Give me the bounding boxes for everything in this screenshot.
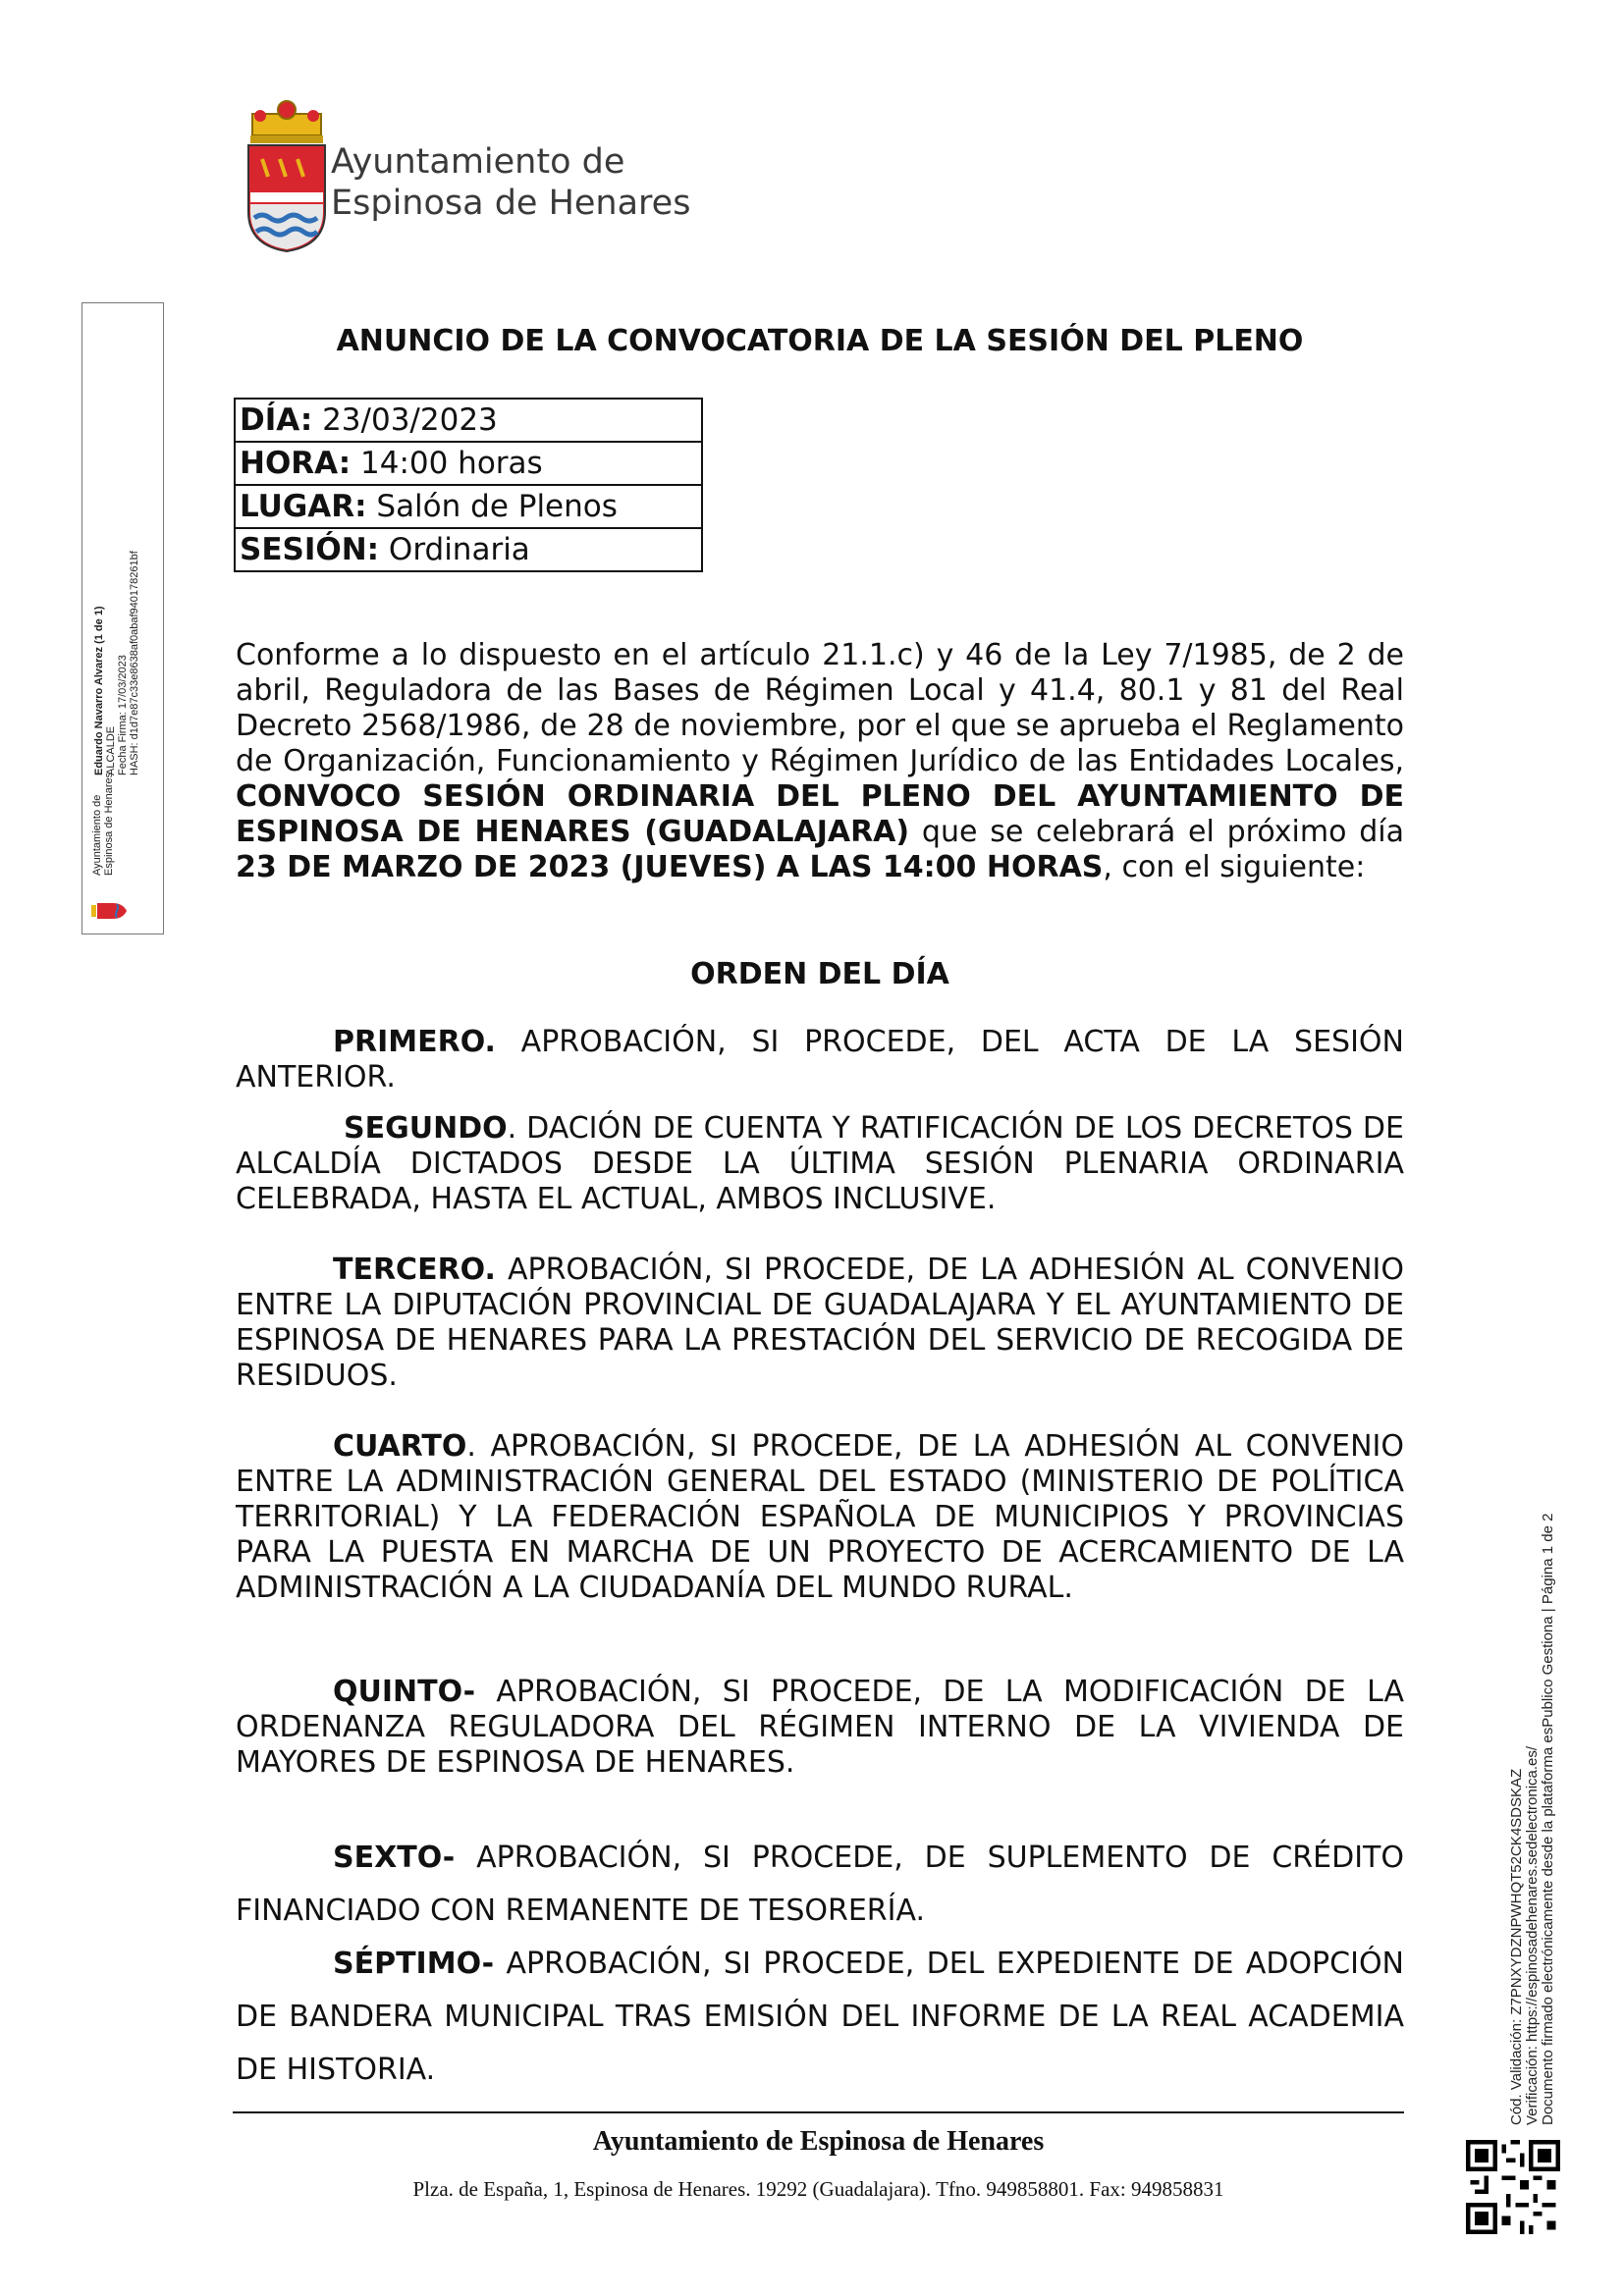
- stamp-institution-2: Espinosa de Henares: [103, 772, 115, 876]
- agenda-item-text: . APROBACIÓN, SI PROCEDE, DE LA ADHESIÓN AL CONVENIO ENTRE LA ADMINISTRACIÓN GENERAL DEL ESTADO (MINISTERIO DE POLÍTICA TERRITORIAL) Y LA FEDERACIÓN ESPAÑOLA DE MUNICIPIOS Y PROVINCIAS PARA LA PUESTA EN MARCHA DE UN PROYECTO DE ACERCAMIENTO DE LA ADMINISTRACIÓN A LA CIUDADANÍA DEL MUNDO RURAL.: [236, 1429, 1404, 1605]
- info-key: SESIÓN:: [240, 532, 380, 567]
- footer-address: Plza. de España, 1, Espinosa de Henares. 19292 (Guadalajara). Tfno. 949858801. Fax: 949858831: [412, 2177, 1224, 2201]
- stamp-institution-1: Ayuntamiento de: [91, 794, 103, 876]
- agenda-item-label: SEXTO-: [333, 1841, 456, 1875]
- intro-text: Conforme a lo dispuesto en el artículo 21.1.c) y 46 de la Ley 7/1985, de 2 de abril, Reguladora de las Bases de Régimen Local y 41.4, 80.1 y 81 del Real Decreto 2568/1986, de 28 de noviembre, por el que se aprueba el Reglamento de Organización, Funcionamiento y Régimen Jurídico de las Entidades Locales,: [236, 638, 1404, 778]
- agenda-item-label: PRIMERO.: [333, 1025, 496, 1059]
- footer-divider: [233, 2111, 1404, 2113]
- signer-role: ALCALDE: [105, 725, 117, 775]
- agenda-item-label: TERCERO.: [333, 1253, 496, 1287]
- info-row-time: [235, 442, 702, 485]
- info-key: LUGAR:: [240, 489, 367, 524]
- info-key: HORA:: [240, 446, 352, 481]
- footer-organization: Ayuntamiento de Espinosa de Henares: [592, 2126, 1045, 2157]
- info-key: DÍA:: [240, 402, 313, 438]
- agenda-item-6: [236, 1832, 1404, 1938]
- info-value: 23/03/2023: [312, 402, 498, 438]
- platform-note: Documento firmado electrónicamente desde la plataforma esPublico Gestiona | Página 1 de 2: [1540, 1513, 1556, 2125]
- agenda-item-4: [236, 1429, 1404, 1606]
- intro-text: , con el siguiente:: [1103, 850, 1366, 884]
- signature-date: Fecha Firma: 17/03/2023: [117, 655, 129, 775]
- intro-paragraph: [236, 638, 1404, 885]
- agenda-item-5: [236, 1675, 1404, 1781]
- intro-text: que se celebrará el próximo día: [909, 815, 1404, 849]
- validation-code: Cód. Validación: Z7PNXYDZNPWHQT52CK4SDSKAZ: [1508, 1768, 1525, 2125]
- municipal-logo: [241, 96, 702, 253]
- intro-convocation: CONVOCO SESIÓN ORDINARIA DEL PLENO DEL AYUNTAMIENTO DE ESPINOSA DE HENARES (GUADALAJARA): [236, 779, 1404, 849]
- agenda-title: ORDEN DEL DÍA: [690, 957, 949, 991]
- agenda-item-text: APROBACIÓN, SI PROCEDE, DE LA MODIFICACIÓN DE LA ORDENANZA REGULADORA DEL RÉGIMEN INTERNO DE LA VIVIENDA DE MAYORES DE ESPINOSA DE HENARES.: [236, 1675, 1404, 1780]
- intro-date-time: 23 DE MARZO DE 2023 (JUEVES) A LAS 14:00 HORAS: [236, 850, 1104, 884]
- info-value: Salón de Plenos: [366, 489, 618, 524]
- logo-text-line2: Espinosa de Henares: [331, 184, 691, 223]
- coat-of-arms-icon: [241, 96, 334, 253]
- agenda-item-text: APROBACIÓN, SI PROCEDE, DEL EXPEDIENTE DE ADOPCIÓN DE BANDERA MUNICIPAL TRAS EMISIÓN DEL INFORME DE LA REAL ACADEMIA DE HISTORIA.: [236, 1947, 1404, 2087]
- agenda-item-text: APROBACIÓN, SI PROCEDE, DE LA ADHESIÓN AL CONVENIO ENTRE LA DIPUTACIÓN PROVINCIAL DE GUADALAJARA Y EL AYUNTAMIENTO DE ESPINOSA DE HENARES PARA LA PRESTACIÓN DEL SERVICIO DE RECOGIDA DE RESIDUOS.: [236, 1253, 1404, 1393]
- signer-name: Eduardo Navarro Alvarez (1 de 1): [93, 606, 105, 775]
- agenda-item-text: . DACIÓN DE CUENTA Y RATIFICACIÓN DE LOS DECRETOS DE ALCALDÍA DICTADOS DESDE LA ÚLTIMA SESIÓN PLENARIA ORDINARIA CELEBRADA, HASTA EL ACTUAL, AMBOS INCLUSIVE.: [236, 1111, 1404, 1216]
- session-info-table: [234, 398, 703, 572]
- logo-text-line1: Ayuntamiento de: [331, 142, 625, 182]
- agenda-item-1: [236, 1025, 1404, 1095]
- agenda-item-label: SEGUNDO: [344, 1111, 508, 1146]
- info-row-day: [235, 399, 702, 442]
- agenda-item-label: SÉPTIMO-: [333, 1947, 495, 1981]
- signature-hash: HASH: d1d7e87c33e8638af0abaf940178261bf: [129, 551, 140, 775]
- verification-url[interactable]: Verificación: https://espinosadehenares.sedelectronica.es/: [1524, 1745, 1541, 2125]
- mini-coat-of-arms-icon: [89, 881, 129, 923]
- agenda-item-3: [236, 1253, 1404, 1394]
- info-value: 14:00 horas: [351, 446, 543, 481]
- agenda-item-text: APROBACIÓN, SI PROCEDE, DEL ACTA DE LA SESIÓN ANTERIOR.: [236, 1025, 1404, 1095]
- verification-text: [1509, 1438, 1556, 2125]
- agenda-item-2: [236, 1111, 1404, 1217]
- qr-code-icon: [1466, 2140, 1560, 2234]
- info-row-place: [235, 485, 702, 528]
- document-title: ANUNCIO DE LA CONVOCATORIA DE LA SESIÓN DEL PLENO: [336, 324, 1304, 358]
- agenda-item-label: CUARTO: [333, 1429, 467, 1464]
- info-row-session: [235, 528, 702, 571]
- info-value: Ordinaria: [379, 532, 530, 567]
- signature-stamp: [81, 302, 164, 934]
- agenda-item-7: [236, 1938, 1404, 2097]
- agenda-item-text: APROBACIÓN, SI PROCEDE, DE SUPLEMENTO DE CRÉDITO FINANCIADO CON REMANENTE DE TESORERÍA.: [236, 1841, 1404, 1928]
- agenda-item-label: QUINTO-: [333, 1675, 476, 1709]
